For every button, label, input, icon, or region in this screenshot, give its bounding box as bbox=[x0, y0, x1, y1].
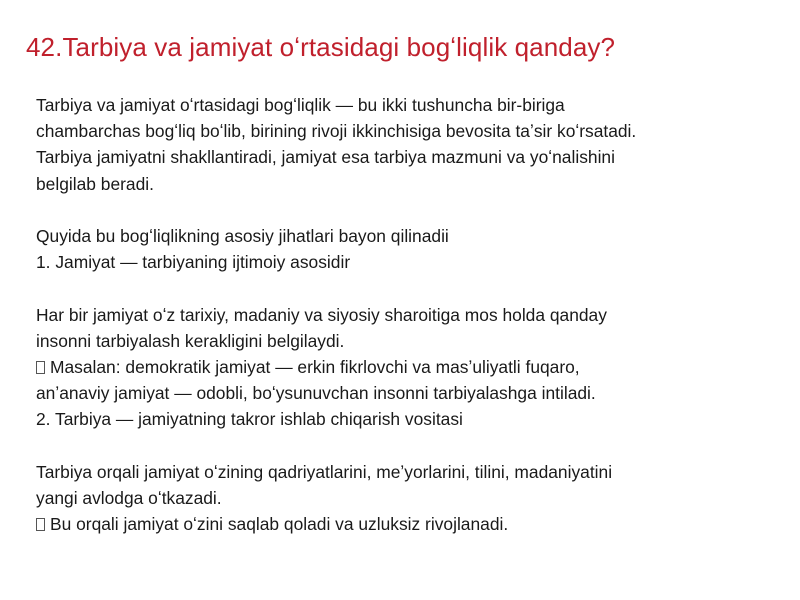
transmission-line-1: Tarbiya orqali jamiyat oʻzining qadriyatlarini, meʼyorlarini, tilini, madaniyatini bbox=[36, 461, 613, 482]
example-line-1 bbox=[36, 354, 776, 380]
slide-body bbox=[36, 92, 776, 537]
missing-glyph-box-icon bbox=[36, 361, 45, 374]
society-line-2: insonni tarbiyalash kerakligini belgilaydi. bbox=[36, 330, 345, 351]
conclusion-text: Bu orqali jamiyat oʻzini saqlab qoladi va uzluksiz rivojlanadi. bbox=[50, 514, 509, 535]
point-1-heading: 1. Jamiyat — tarbiyaning ijtimoiy asosidir bbox=[36, 252, 351, 273]
example-line-2: anʼanaviy jamiyat — odobli, boʻysunuvchan insonni tarbiyalashga intiladi. bbox=[36, 383, 596, 404]
intro-line-3: Tarbiya jamiyatni shakllantiradi, jamiyat esa tarbiya mazmuni va yoʻnalishini bbox=[36, 147, 615, 168]
slide-title: 42.Tarbiya va jamiyat oʻrtasidagi bogʻliqlik qanday? bbox=[26, 32, 616, 62]
intro-line-2: chambarchas bogʻliq boʻlib, birining rivoji ikkinchisiga bevosita taʼsir koʻrsatadi. bbox=[36, 121, 637, 142]
society-line-1: Har bir jamiyat oʻz tarixiy, madaniy va siyosiy sharoitiga mos holda qanday bbox=[36, 304, 607, 325]
paragraph-gap bbox=[36, 275, 776, 301]
paragraph-gap bbox=[36, 197, 776, 223]
missing-glyph-box-icon bbox=[36, 518, 45, 531]
example-text-1: Masalan: demokratik jamiyat — erkin fikrlovchi va masʼuliyatli fuqaro, bbox=[50, 357, 580, 377]
conclusion-line bbox=[36, 511, 776, 537]
lead-line: Quyida bu bogʻliqlikning asosiy jihatlari bayon qilinadii bbox=[36, 226, 449, 246]
point-2-heading: 2. Tarbiya — jamiyatning takror ishlab chiqarish vositasi bbox=[36, 409, 463, 430]
intro-line-1: Tarbiya va jamiyat oʻrtasidagi bogʻliqlik — bu ikki tushuncha bir-biriga bbox=[36, 95, 565, 115]
transmission-line-2: yangi avlodga oʻtkazadi. bbox=[36, 488, 222, 508]
intro-line-4: belgilab beradi. bbox=[36, 173, 154, 194]
paragraph-gap bbox=[36, 433, 776, 459]
